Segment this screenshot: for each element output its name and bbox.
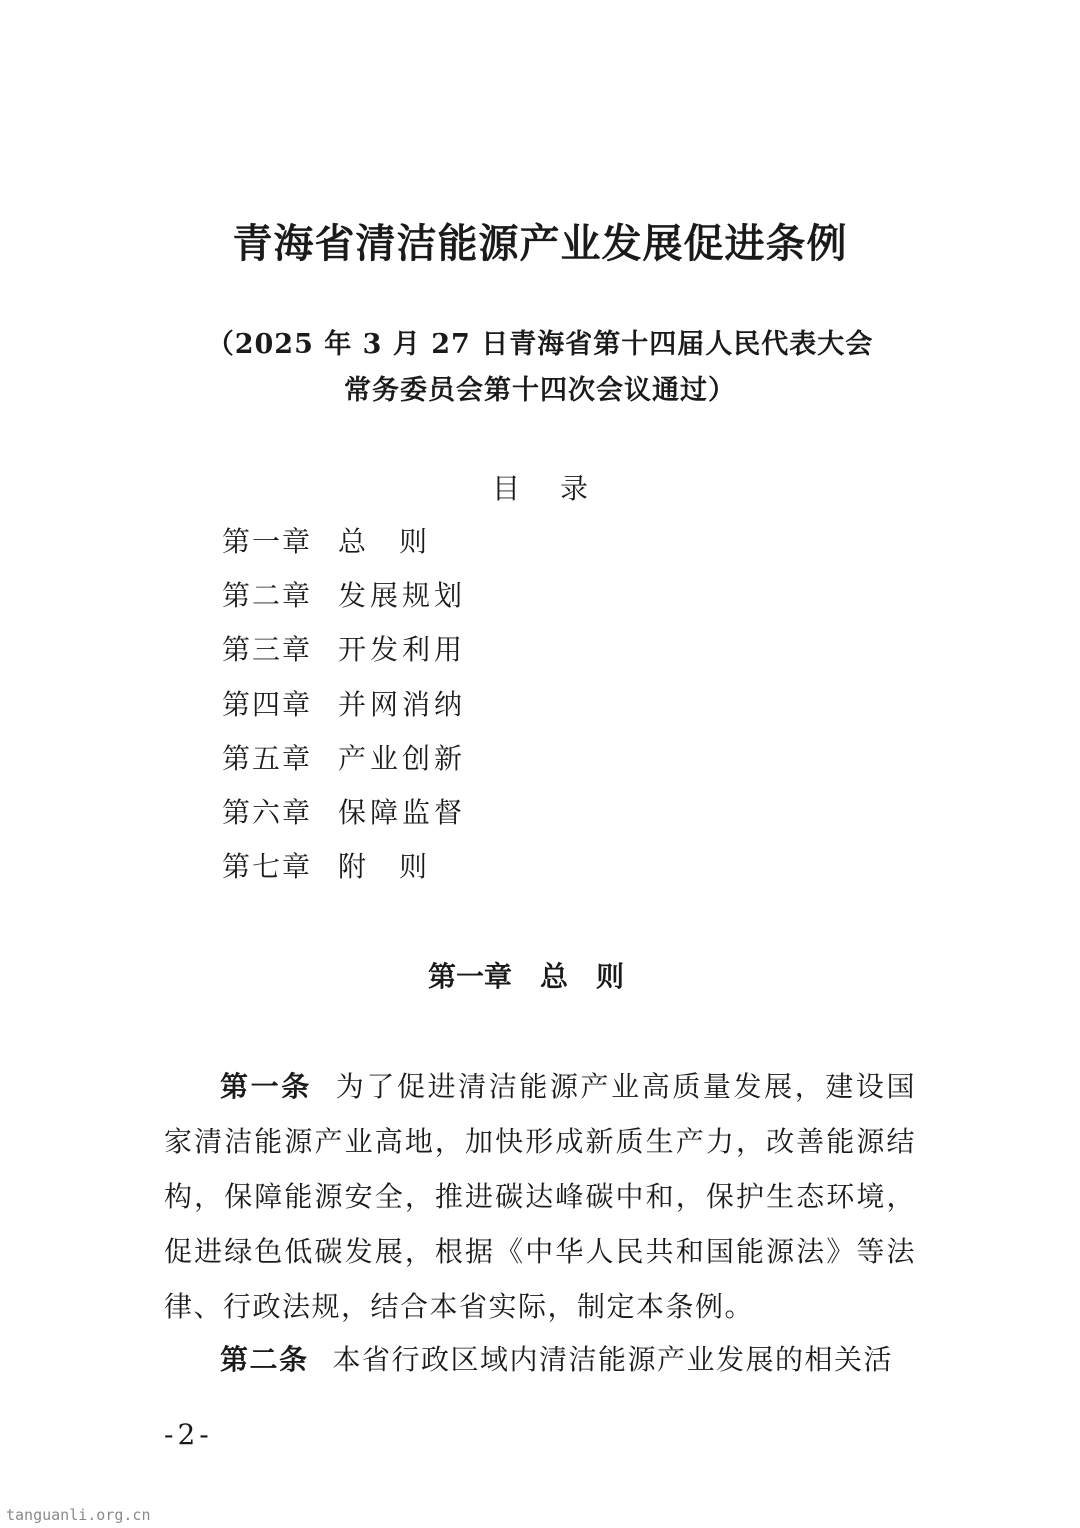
document-subtitle-line2: 常务委员会第十四次会议通过） xyxy=(344,375,736,406)
article-label: 第二条 xyxy=(220,1343,309,1376)
document-subtitle-line1: （2025 年 3 月 27 日青海省第十四届人民代表大会 xyxy=(206,329,874,360)
toc-chapter-name: 并网消纳 xyxy=(338,687,467,721)
toc-item xyxy=(222,737,466,791)
toc-chapter-number: 第三章 xyxy=(222,633,313,667)
toc-item xyxy=(222,628,466,682)
table-of-contents xyxy=(222,520,466,899)
article-label: 第一条 xyxy=(220,1070,312,1103)
toc-item xyxy=(222,574,466,628)
watermark: tanguanli.org.cn xyxy=(6,1506,151,1524)
chapter-heading xyxy=(0,955,1080,995)
article-2 xyxy=(164,1332,916,1387)
toc-item xyxy=(222,791,466,845)
toc-chapter-name: 保障监督 xyxy=(338,795,467,829)
toc-chapter-number: 第一章 xyxy=(222,525,313,558)
toc-chapter-number: 第七章 xyxy=(222,850,313,884)
toc-chapter-name: 产业创新 xyxy=(338,741,467,775)
chapter-name: 总则 xyxy=(540,960,653,993)
toc-item xyxy=(222,520,466,574)
toc-item xyxy=(222,683,466,737)
toc-chapter-number: 第二章 xyxy=(222,579,313,613)
toc-chapter-name: 发展规划 xyxy=(338,579,467,613)
toc-chapter-name: 总则 xyxy=(338,525,461,558)
chapter-number: 第一章 xyxy=(427,960,512,993)
toc-chapter-name: 附则 xyxy=(338,850,461,884)
page-number: -2- xyxy=(164,1418,213,1451)
article-1 xyxy=(164,1059,916,1334)
toc-heading: 目录 xyxy=(491,472,628,505)
toc-chapter-number: 第四章 xyxy=(222,687,313,721)
toc-chapter-number: 第五章 xyxy=(222,741,313,775)
toc-chapter-number: 第六章 xyxy=(222,795,313,829)
toc-chapter-name: 开发利用 xyxy=(338,633,467,667)
toc-item xyxy=(222,845,466,899)
article-text: 为了促进清洁能源产业高质量发展，建设国家清洁能源产业高地，加快形成新质生产力，改善能源结构，保障能源安全，推进碳达峰碳中和，保护生态环境，促进绿色低碳发展，根据《中华人民共和国能源法》等法律、行政法规，结合本省实际，制定本条例。 xyxy=(164,1070,916,1323)
document-title: 青海省清洁能源产业发展促进条例 xyxy=(232,220,848,267)
article-text: 本省行政区域内清洁能源产业发展的相关活 xyxy=(332,1343,894,1376)
